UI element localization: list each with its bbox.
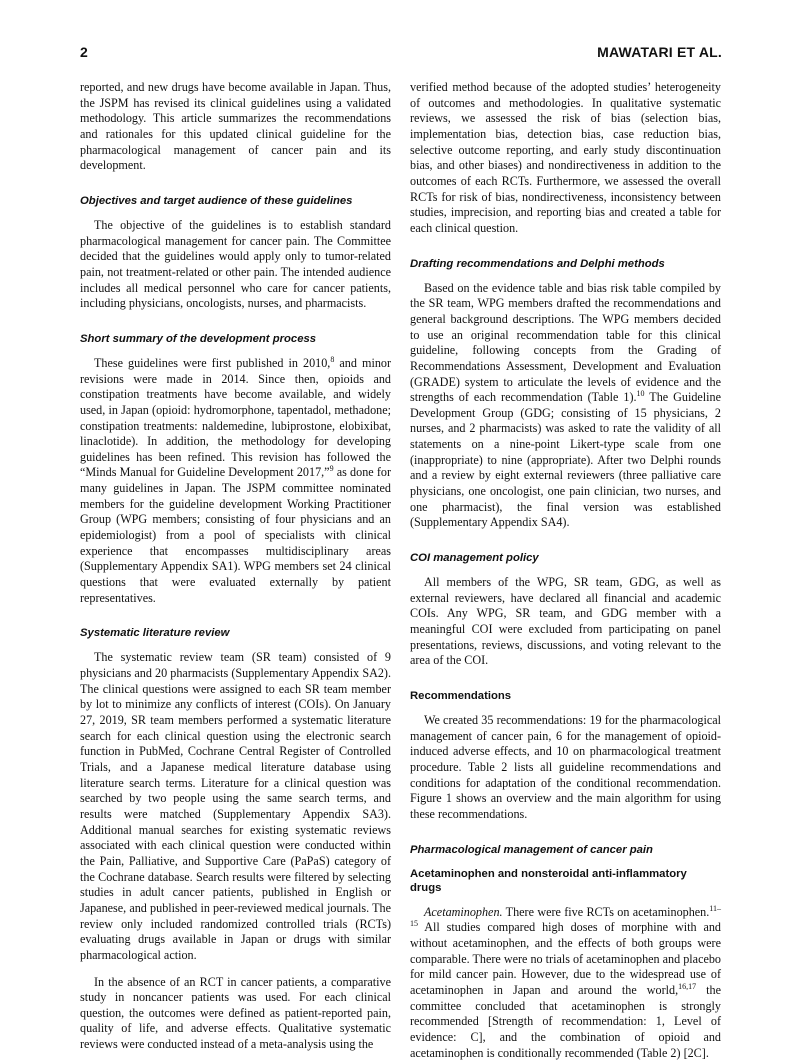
acetaminophen-lead: Acetaminophen. [424, 904, 503, 919]
citation-11-15: 11–15 [410, 903, 721, 929]
review-paragraph-2: In the absence of an RCT in cancer patients, a comparative study in noncancer patients was used. For each clinical question, the outcomes were defined as patient-reported pain, quality of life, and adverse effects. Qualitative systematic reviews were conducted instead of a meta-analysis using the [80, 974, 391, 1052]
objectives-heading: Objectives and target audience of these guidelines [80, 194, 353, 207]
drafting-text-b: The Guideline Development Group (GDG; consisting of 15 physicians, 2 nurses, and 2 pharmacists) was asked to rate the validity of all statements on a nine-point Likert-type scale from one (inappropriate) to nine (appropriate). After two Delphi rounds and a review by eight external reviewers (three palliative care physicians, one oncologist, one pain clinician, two nurses, and one pharmacist), the final version was established (Supplementary Appendix SA4). [410, 390, 721, 530]
acetaminophen-subheading: Acetaminophen and nonsteroidal anti-inflammatory drugs [410, 867, 687, 894]
left-column [80, 80, 391, 1053]
recommendations-paragraph: We created 35 recommendations: 19 for the pharmacological management of cancer pain, 6 for the management of opioid-induced adverse effects, and 10 on pharmacological treatment procedure. Table 2 lists all guideline recommendations and conditions for adaptation of the conditional recommendation. Figure 1 shows an overview and the main algorithm for using these recommendations. [410, 713, 721, 821]
summary-paragraph [80, 356, 391, 607]
running-title: MAWATARI ET AL. [597, 44, 722, 60]
acetaminophen-paragraph [410, 905, 721, 1061]
drafting-text-a: Based on the evidence table and bias risk table compiled by the SR team, WPG members drafted the recommendations and general background descriptions. The WPG members decided to use an original recommendation table for this clinical guideline, following concepts from the Grading of Recommendations Assessment, Development and Evaluation (GRADE) system to articulate the levels of evidence and the strengths of each recommendation (Table 1). [410, 280, 721, 405]
review-heading: Systematic literature review [80, 627, 230, 640]
continued-paragraph: verified method because of the adopted studies’ heterogeneity of outcomes and methodologies. In qualitative systematic reviews, we assessed the risk of bias (selection bias, implementation bias, detection bias, case reduction bias, selective outcome reporting, and early study discontinuation bias, and other biases) and nondirectiveness in addition to the outcomes of each RCTs. Furthermore, we assessed the overall RCTs for risk of bias, nondirectiveness, inconsistency between studies, imprecision, and reporting bias and created a table for each clinical question. [410, 80, 721, 235]
summary-text-b: and minor revisions were made in 2014. Since then, opioids and constipation treatments have become available, and widely used, in Japan (opioid: hydromorphone, tapentadol, methadone; constipation treatments: naldemedine, lubiprostone, elobixibat, linaclotide). In addition, the methodology for developing guidelines has been refined. This revision has followed the “Minds Manual for Guideline Development 2017,” [80, 355, 392, 480]
acet-text-b: All studies compared high doses of morphine with and without acetaminophen, and the effects of both groups were comparable. There were no trials of acetaminophen and placebo for mild cancer pain. However, due to the widespread use of acetaminophen in Japan and around the world, [410, 920, 721, 997]
summary-text-c: as done for many guidelines in Japan. The JSPM committee nominated members for the guideline development Working Practitioner Group (WPG members; consisting of four physicians and an epidemiologist) from a pool of specialists with clinical experience that encompasses multidisciplinary areas (Supplementary Appendix SA1). WPG members set 24 clinical questions that were evaluated externally by patient representatives. [80, 465, 391, 605]
acet-text-c: the committee concluded that acetaminophen is strongly recommended [Strength of recommendation: 1, Level of evidence: C], and the combination of opioid and acetaminophen is conditionally recommended (Table 2) [2C]. [410, 982, 721, 1060]
page-number: 2 [80, 44, 88, 60]
drafting-heading: Drafting recommendations and Delphi methods [410, 257, 665, 270]
coi-heading: COI management policy [410, 552, 539, 565]
objectives-paragraph: The objective of the guidelines is to establish standard pharmacological management for cancer pain. The Committee decided that the guidelines would apply only to tumor-related pain, not treatment-related or other pain. The intended audience includes all medical personnel who care for cancer patients, including physicians, oncologists, nurses, and pharmacists. [80, 217, 391, 311]
intro-paragraph: reported, and new drugs have become available in Japan. Thus, the JSPM has revised its clinical guidelines using a validated methodology. This article summarizes the recommendations and rationales for this updated clinical guideline for the pharmacological management of cancer pain and its development. [80, 80, 391, 173]
drafting-paragraph [410, 281, 721, 532]
review-paragraph-1: The systematic review team (SR team) consisted of 9 physicians and 20 pharmacists (Supplementary Appendix SA2). The clinical questions were assigned to each SR team member by lot to minimize any conflicts of interest (COIs). On January 27, 2019, SR team members performed a systematic literature search for each clinical question using the electronic search function in PubMed, Cochrane Central Register of Controlled Trials, and a Japanese medical literature database using literature search terms. Literature for a clinical question was searched by two people using the same search terms, and results were matched (Supplementary Appendix SA3). Additional manual searches for existing systematic reviews associated with each clinical question were conducted within the Pain, Palliative, and Supportive Care (PaPaS) category of the Cochrane database. Search results were filtered by selecting studies in adult cancer patients, published in English or Japanese, and published in peer-reviewed medical journals. The review only included randomized controlled trials (RCTs) evaluating drugs available in Japan or drugs with similar pharmacological action. [80, 650, 391, 962]
right-column [410, 80, 721, 1061]
citation-16-17: 16,17 [678, 981, 697, 991]
recommendations-heading: Recommendations [410, 690, 512, 702]
pharm-heading: Pharmacological management of cancer pain [410, 843, 653, 856]
summary-heading: Short summary of the development process [80, 332, 317, 345]
citation-9: 9 [329, 464, 334, 474]
summary-text-a: These guidelines were first published in 2010, [94, 355, 331, 370]
citation-8: 8 [330, 354, 335, 364]
coi-paragraph: All members of the WPG, SR team, GDG, as well as external reviewers, have declared all financial and academic COIs. Any WPG, SR team, and GDG member with a meaningful COI were excluded from participating on panel presentations, reviews, discussions, and voting relevant to the area of the COI. [410, 575, 721, 668]
running-head [80, 44, 722, 64]
citation-10: 10 [636, 389, 645, 399]
acet-text-a: There were five RCTs on acetaminophen. [502, 904, 710, 919]
